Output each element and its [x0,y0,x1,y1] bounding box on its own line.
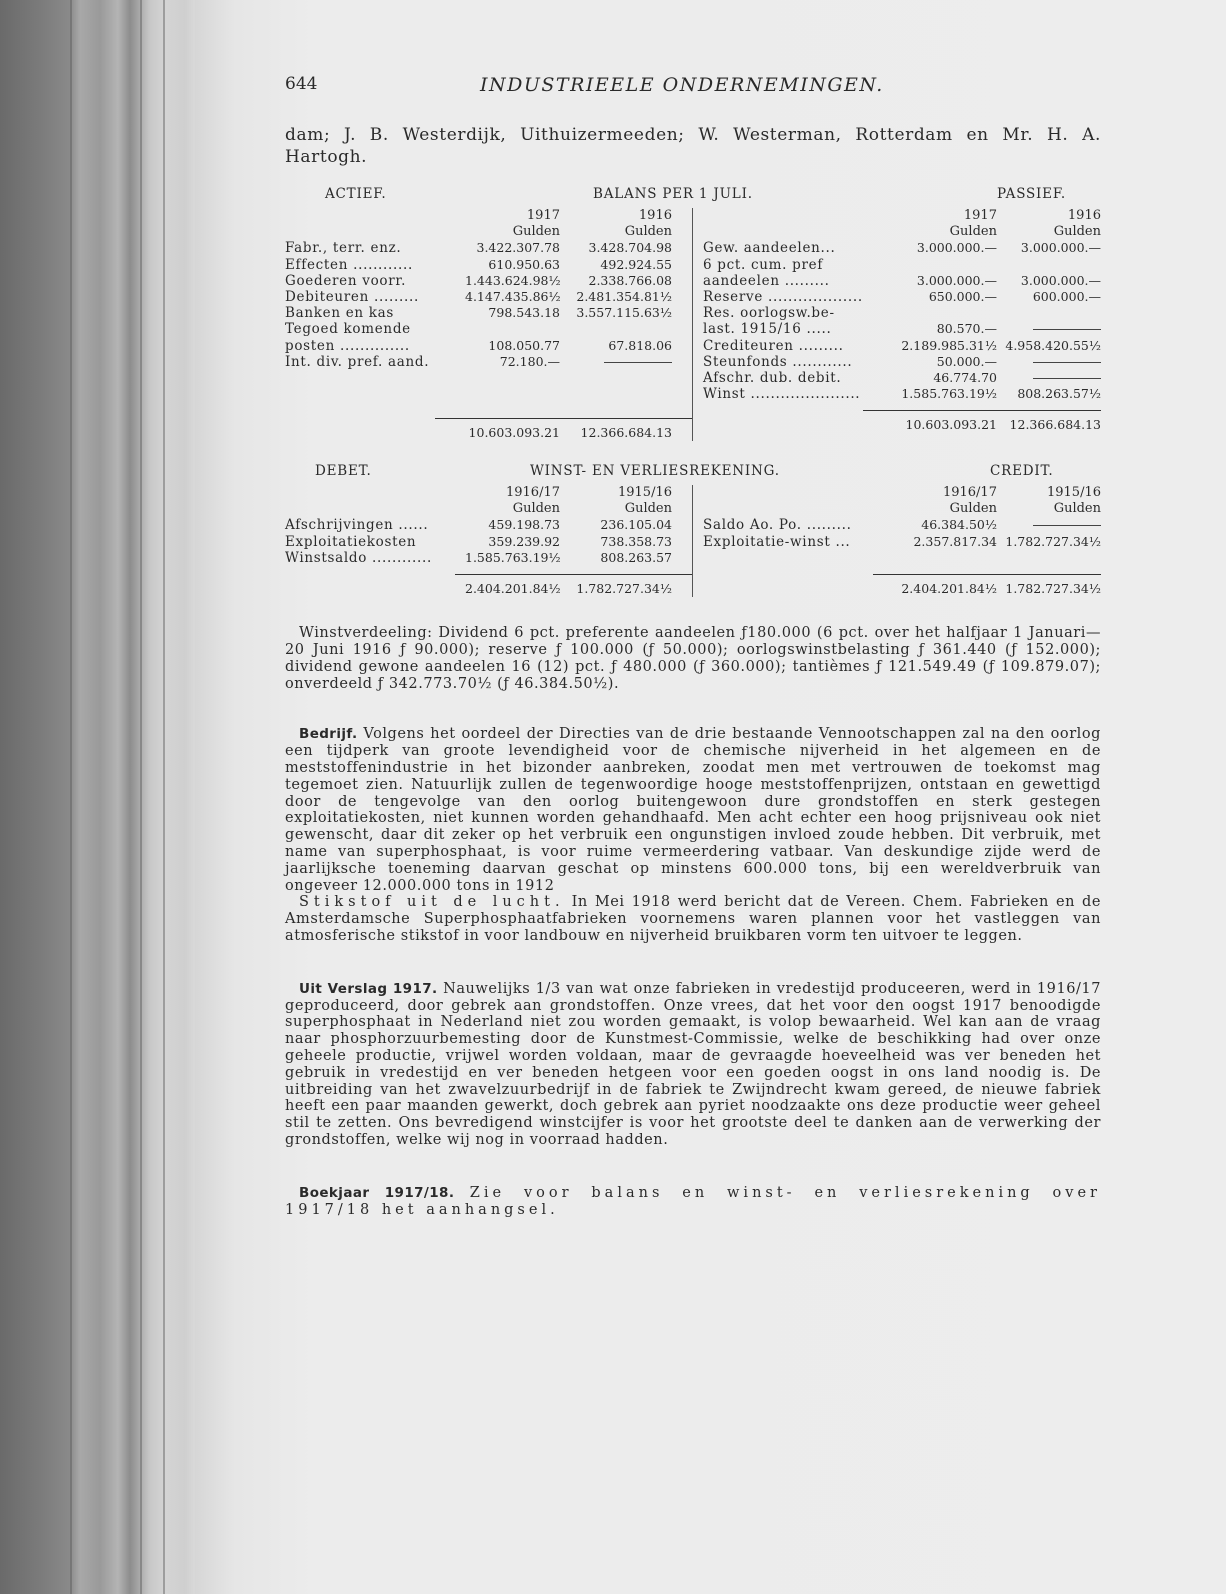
total-rule [873,574,1101,575]
row-label: aandeelen ......... [703,272,830,289]
row-label: last. 1915/16 ..... [703,321,832,338]
row-value: 798.543.18 [488,305,560,321]
passief-total-row: 10.603.093.21 12.366.684.13 [905,417,1101,433]
row-value: 2.481.354.81½ [576,288,672,304]
row-value: 72.180.— [499,353,560,369]
row-value [465,321,560,337]
intro-text: dam; J. B. Westerdijk, Uithuizermeeden; W. Westerman, Rotterdam en Mr. H. A. Hartogh. [285,125,1101,167]
row-label: Debiteuren ......... [285,288,419,305]
passief-row [693,386,1101,402]
row-label: Steunfonds ............ [703,353,853,370]
row-value [888,305,997,321]
row-value: 610.950.63 [488,256,560,272]
actief-total-row: 10.603.093.21 12.366.684.13 [468,424,672,440]
row-label: Tegoed komende [285,321,411,338]
balance-sheet-headings [285,186,1101,208]
credit-year-row: 1916/17 1915/16 [942,485,1101,501]
page-content [285,74,1101,1233]
credit-row [693,517,1101,533]
debet-row [285,534,692,550]
row-label: Saldo Ao. Po. ......... [703,517,852,534]
row-label: Effecten ............ [285,256,413,273]
spine-edge [70,0,72,1594]
row-value: 46.384.50½ [921,517,997,533]
row-value: 80.570.— [936,321,997,337]
bedrijf-text: Volgens het oordeel der Directies van de drie bestaande Vennootschappen zal na den oorlog een tijdperk van groote levendigheid voor de chemische nijverheid in het algemeen en de meststoffenindustrie in het bizonder aanbreken, zoodat men met vertrouwen de toekomst mag tegemoet zien. Natuurlijk zullen de tegenwoordige hooge meststoffenprijzen, ontstaan en gewettigd door de tengevolge van den oorlog buitengewoon dure grondstoffen en sterk gestegen exploitatiekosten, niet kunnen worden gehandhaafd. Men acht echter een hoog prijsniveau ook niet gewenscht, daar dit zeker op het verbruik een ongunstigen invloed zoude hebben. Dit verbruik, met name van superphosphaat, is voor ruime vermeerdering vatbaar. Van deskundige zijde werd de jaarlijksche toeneming daarvan geschat op minstens 600.000 tons, bij een wereldverbruik van ongeveer 12.000.000 tons in 1912 [285,726,1101,894]
empty-value-dash [1033,362,1101,363]
row-label: Crediteuren ......... [703,337,844,354]
row-value [997,517,1101,533]
profit-loss-title: WINST- EN VERLIESREKENING. [530,463,780,480]
row-value [560,321,672,337]
passief-row [693,289,1101,305]
credit-heading: CREDIT. [990,463,1054,480]
credit-column [693,485,1101,597]
boekjaar-text: Zie voor balans en winst- en verliesrekening over 1917/18 het aanhangsel. [285,1184,1101,1218]
balance-sheet [285,186,1101,441]
actief-row [285,289,692,305]
row-value: 236.105.04 [600,517,672,533]
passief-column [693,208,1101,441]
passief-row [693,321,1101,337]
running-head [285,74,1101,104]
row-value: 3.000.000.— [916,240,997,256]
actief-row [285,273,692,289]
actief-heading: ACTIEF. [325,186,387,202]
row-value: 738.358.73 [600,533,672,549]
row-value: 4.958.420.55½ [1005,337,1101,353]
credit-row [693,534,1101,550]
total-rule [435,418,692,419]
debet-row [285,550,692,566]
passief-year-row: 1917 1916 [963,208,1101,223]
row-value: 46.774.70 [933,369,997,385]
row-label: Int. div. pref. aand. [285,353,430,370]
row-value: 2.189.985.31½ [901,337,997,353]
actief-row [285,240,692,256]
row-label: Exploitatiekosten [285,533,417,550]
verslag-lead: Uit Verslag 1917. [299,980,438,997]
row-value: 3.000.000.— [916,272,997,288]
empty-value-dash [604,362,672,363]
row-label: Goederen voorr. [285,272,407,289]
boekjaar-lead: Boekjaar 1917/18. [299,1184,455,1201]
row-value: 3.422.307.78 [476,240,560,256]
debet-total-row: 2.404.201.84½ 1.782.727.34½ [465,581,672,596]
passief-row [693,273,1101,289]
credit-unit-row: Gulden Gulden [949,501,1101,517]
stikstof-paragraph [285,894,1101,944]
row-value: 3.428.704.98 [588,240,672,256]
row-value: 1.585.763.19½ [901,386,997,402]
actief-column [285,208,693,441]
row-value: 650.000.— [928,288,997,304]
stikstof-text: In Mei 1918 werd bericht dat de Vereen. Chem. Fabrieken en de Amsterdamsche Superphosphaatfabrieken voornemens waren plannen voor het vastleggen van atmosferische stikstof in voor landbouw en nijverheid bruikbaren vorm ten uitvoer te leggen. [285,894,1101,944]
credit-total-row: 2.404.201.84½ 1.782.727.34½ [901,580,1101,596]
verslag-text: Nauwelijks 1/3 van wat onze fabrieken in vredestijd produceeren, werd in 1916/17 geproduceerd, door gebrek aan grondstoffen. Onze vrees, dat het voor den oogst 1917 benoodigde superphosphaat in Nederland niet zou worden gemaakt, is volop bewaarheid. Wel kan aan de vraag naar phosphorzuurbemesting door de Kunstmest-Commissie, welke de beschikking had over onze geheele productie, vrijwel worden voldaan, maar de gevraagde hoeveelheid was ver beneden het gebruik in vredestijd en ver beneden hetgeen voor een goeden oogst in ons land noodig is. De uitbreiding van het zwavelzuurbedrijf in de fabriek te Zwijndrecht kwam gereed, de nieuwe fabriek heeft een paar maanden gewerkt, doch gebrek aan pyriet noodzaakte ons deze productie weer geheel stil te zetten. Ons bevredigend winstcijfer is voor het grootste deel te danken aan de verwerking der grondstoffen, welke wij nog in voorraad hadden. [285,980,1101,1148]
debet-heading: DEBET. [315,463,372,480]
debet-year-row: 1916/17 1915/16 [505,485,672,501]
actief-year-row: 1917 1916 [526,208,672,223]
passief-unit-row: Gulden Gulden [949,224,1101,240]
row-value: 1.782.727.34½ [1005,533,1101,549]
actief-unit-row: Gulden Gulden [512,224,672,240]
profit-loss-account [285,463,1101,597]
balans-title: BALANS PER 1 JULI. [593,186,753,202]
row-label: Banken en kas [285,305,395,322]
row-label: Afschr. dub. debit. [703,369,842,386]
passief-row [693,354,1101,370]
page-number: 644 [285,74,318,94]
row-label: Winst ...................... [703,386,861,403]
row-label: posten .............. [285,337,410,354]
row-value: 50.000.— [936,353,997,369]
row-value: 3.557.115.63½ [576,305,672,321]
profit-loss-headings [285,463,1101,485]
passief-row [693,240,1101,256]
row-value: 600.000.— [1032,288,1101,304]
row-value: 808.263.57½ [1017,386,1101,402]
row-label: Fabr., terr. enz. [285,240,402,257]
empty-value-dash [1033,525,1101,526]
empty-value-dash [1033,378,1101,379]
row-value: 359.239.92 [488,533,560,549]
row-value [997,354,1101,370]
row-value: 2.338.766.08 [588,272,672,288]
actief-row [285,338,692,354]
book-spine [0,0,200,1594]
row-value: 2.357.817.34 [913,533,997,549]
row-value: 459.198.73 [488,517,560,533]
winstverdeeling-paragraph: Winstverdeeling: Dividend 6 pct. preferente aandeelen ƒ180.000 (6 pct. over het halfjaar 1 Januari—20 Juni 1916 ƒ 90.000); reserve ƒ 100.000 (ƒ 50.000); oorlogswinstbelasting ƒ 361.440 (ƒ 152.000); dividend gewone aandeelen 16 (12) pct. ƒ 480.000 (ƒ 360.000); tantièmes ƒ 121.549.49 (ƒ 109.879.07); onverdeeld ƒ 342.773.70½ (ƒ 46.384.50½). [285,625,1101,692]
row-value [888,257,997,273]
spine-edge [163,0,165,1594]
row-label: Winstsaldo ............ [285,549,432,566]
total-rule [863,410,1101,411]
stikstof-lead: Stikstof uit de lucht. [299,894,565,911]
actief-row [285,305,692,321]
passief-row [693,338,1101,354]
boekjaar-paragraph [285,1185,1101,1219]
row-label: 6 pct. cum. pref [703,256,824,273]
debet-unit-row: Gulden Gulden [512,501,672,517]
passief-row [693,257,1101,273]
empty-value-dash [1033,329,1101,330]
row-value: 108.050.77 [488,337,560,353]
bedrijf-paragraph [285,726,1101,894]
row-value [997,257,1101,273]
row-value [560,354,672,370]
row-value: 3.000.000.— [1020,240,1101,256]
row-label: Reserve ................... [703,288,863,305]
total-rule [455,574,692,575]
passief-heading: PASSIEF. [997,186,1066,202]
row-value: 808.263.57 [600,549,672,565]
row-value [997,370,1101,386]
spine-edge [140,0,142,1594]
actief-row [285,321,692,337]
actief-row [285,354,692,370]
row-value: 67.818.06 [608,337,672,353]
row-value: 1.443.624.98½ [465,272,561,288]
balance-sheet-body [285,208,1101,441]
row-label: Exploitatie-winst ... [703,533,851,550]
debet-row [285,517,692,533]
running-title: INDUSTRIEELE ONDERNEMINGEN. [480,74,884,96]
row-value: 4.147.435.86½ [465,288,561,304]
row-value [997,305,1101,321]
actief-row [285,257,692,273]
row-label: Gew. aandeelen... [703,240,836,257]
bedrijf-lead: Bedrijf. [299,726,358,743]
row-label: Res. oorlogsw.be- [703,305,835,322]
profit-loss-body [285,485,1101,597]
row-value [997,321,1101,337]
row-value: 3.000.000.— [1020,272,1101,288]
row-value: 492.924.55 [600,256,672,272]
row-value: 1.585.763.19½ [465,549,561,565]
passief-row [693,370,1101,386]
verslag-paragraph [285,981,1101,1149]
passief-row [693,305,1101,321]
row-label: Afschrijvingen ...... [285,517,429,534]
debet-column [285,485,693,597]
